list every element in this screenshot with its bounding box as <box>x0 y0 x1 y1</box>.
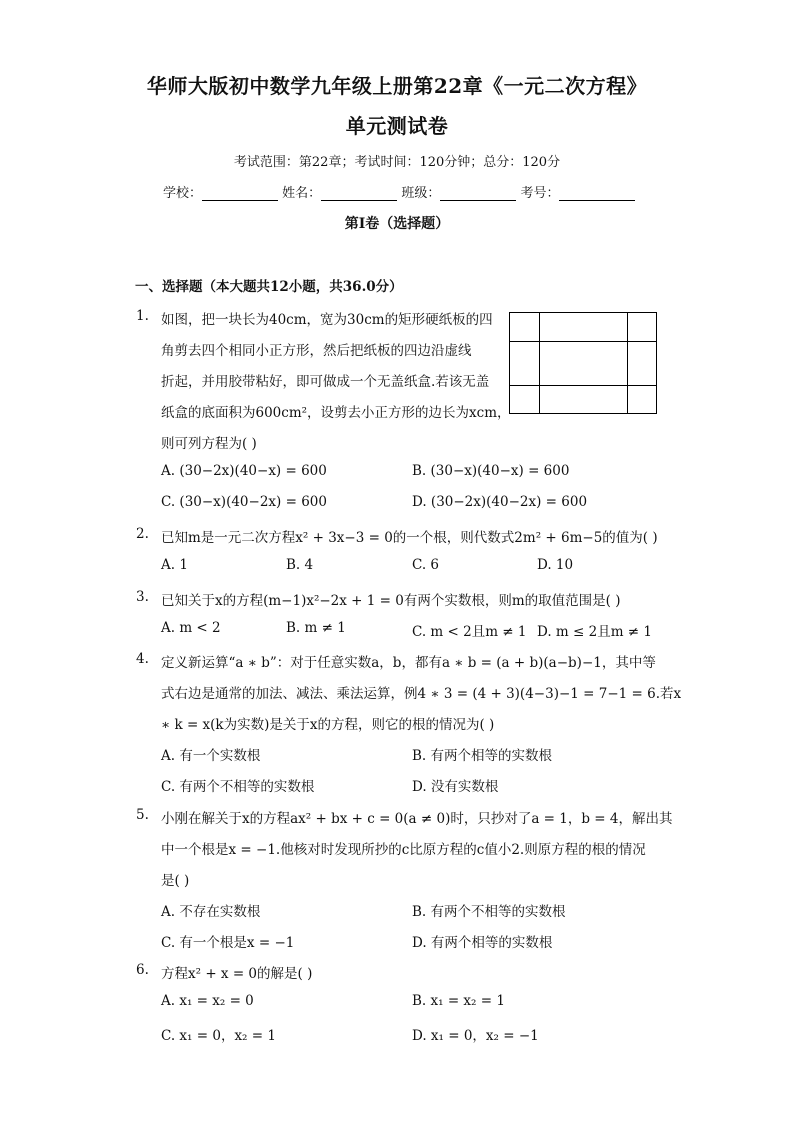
page-title-line2: 单元测试卷 <box>345 114 449 138</box>
volume-heading: 第I卷（选择题） <box>344 216 450 232</box>
option-d[interactable]: D. x₁ = 0，x₂ = −1 <box>412 1028 539 1044</box>
question-line: 纸盒的底面积为600cm²，设剪去小正方形的边长为xcm， <box>161 405 511 421</box>
question-line: 则可列方程为( ) <box>161 436 257 452</box>
option-b[interactable]: B. 4 <box>286 557 314 573</box>
option-a[interactable]: A. 不存在实数根 <box>161 904 261 920</box>
question-line: 角剪去四个相同小正方形，然后把纸板的四边沿虚线 <box>161 343 472 359</box>
section-heading: 一、选择题（本大题共12小题，共36.0分） <box>135 279 403 295</box>
question-number: 5. <box>136 807 149 823</box>
exam-info: 考试范围：第22章；考试时间：120分钟；总分：120分 <box>233 155 561 170</box>
name-label: 姓名： <box>282 186 322 201</box>
question-line: 小刚在解关于x的方程ax² + bx + c = 0(a ≠ 0)时，只抄对了a = 1，b = 4，解出其 <box>161 811 673 827</box>
question-line: 式右边是通常的加法、减法、乘法运算，例4 ∗ 3 = (4 + 3)(4−3)−1 = 7−1 = 6.若x <box>161 686 682 702</box>
question-number: 4. <box>136 651 149 667</box>
class-label: 班级： <box>401 186 441 201</box>
question-number: 2. <box>136 526 149 542</box>
question-line: 如图，把一块长为40cm，宽为30cm的矩形硬纸板的四 <box>161 312 493 328</box>
option-c[interactable]: C. m < 2且m ≠ 1 <box>412 624 527 640</box>
question-line: ∗ k = x(k为实数)是关于x的方程，则它的根的情况为( ) <box>161 717 495 733</box>
figure-dashed-line <box>539 385 627 386</box>
info-fields-row <box>163 182 635 201</box>
option-d[interactable]: D. 有两个相等的实数根 <box>412 935 553 951</box>
question-number: 3. <box>136 589 149 605</box>
question-number: 1. <box>136 308 149 324</box>
number-label: 考号： <box>520 186 560 201</box>
rectangle-cardboard-figure <box>509 312 657 414</box>
figure-dashed-line <box>627 341 628 385</box>
number-field[interactable] <box>559 186 635 201</box>
school-label: 学校： <box>163 186 203 201</box>
question-line: 方程x² + x = 0的解是( ) <box>161 966 313 982</box>
option-b[interactable]: B. 有两个相等的实数根 <box>412 748 553 764</box>
class-field[interactable] <box>440 186 516 201</box>
option-b[interactable]: B. (30−x)(40−x) = 600 <box>412 463 570 479</box>
figure-dashed-line <box>539 341 540 385</box>
option-d[interactable]: D. m ≤ 2且m ≠ 1 <box>537 624 652 640</box>
option-c[interactable]: C. 有一个根是x = −1 <box>161 935 295 951</box>
question-line: 折起，并用胶带粘好，即可做成一个无盖纸盒.若该无盖 <box>161 374 490 390</box>
page-title-line1: 华师大版初中数学九年级上册第22章《一元二次方程》 <box>146 74 648 98</box>
option-a[interactable]: A. m < 2 <box>161 620 221 636</box>
school-field[interactable] <box>202 186 278 201</box>
option-c[interactable]: C. x₁ = 0，x₂ = 1 <box>161 1028 276 1044</box>
question-number: 6. <box>136 962 149 978</box>
option-a[interactable]: A. x₁ = x₂ = 0 <box>161 993 254 1009</box>
option-b[interactable]: B. 有两个不相等的实数根 <box>412 904 566 920</box>
option-a[interactable]: A. 有一个实数根 <box>161 748 261 764</box>
question-line: 已知关于x的方程(m−1)x²−2x + 1 = 0有两个实数根，则m的取值范围是( ) <box>161 593 621 609</box>
option-a[interactable]: A. (30−2x)(40−x) = 600 <box>161 463 327 479</box>
option-d[interactable]: D. 没有实数根 <box>412 779 499 795</box>
option-c[interactable]: C. (30−x)(40−2x) = 600 <box>161 494 327 510</box>
question-line: 中一个根是x = −1.他核对时发现所抄的c比原方程的c值小2.则原方程的根的情况 <box>161 842 646 858</box>
question-line: 已知m是一元二次方程x² + 3x−3 = 0的一个根，则代数式2m² + 6m−5的值为( ) <box>161 530 658 546</box>
figure-dashed-line <box>539 341 627 342</box>
option-b[interactable]: B. x₁ = x₂ = 1 <box>412 993 505 1009</box>
option-c[interactable]: C. 6 <box>412 557 440 573</box>
option-b[interactable]: B. m ≠ 1 <box>286 620 346 636</box>
option-c[interactable]: C. 有两个不相等的实数根 <box>161 779 315 795</box>
name-field[interactable] <box>321 186 397 201</box>
option-d[interactable]: D. (30−2x)(40−2x) = 600 <box>412 494 588 510</box>
question-line: 是( ) <box>161 873 190 889</box>
question-line: 定义新运算“a ∗ b”：对于任意实数a，b，都有a ∗ b = (a + b)(a−b)−1，其中等 <box>161 655 656 671</box>
option-a[interactable]: A. 1 <box>161 557 188 573</box>
option-d[interactable]: D. 10 <box>537 557 574 573</box>
